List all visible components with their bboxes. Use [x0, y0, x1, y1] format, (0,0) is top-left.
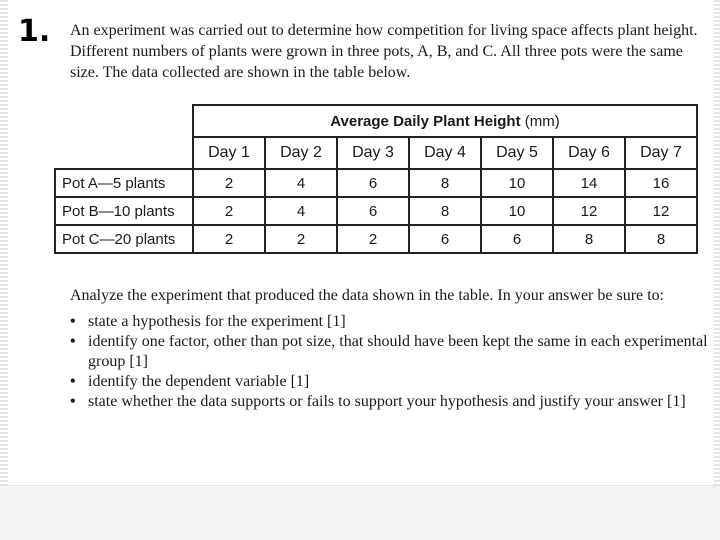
table-row [55, 197, 697, 225]
table-cell: 14 [553, 169, 625, 197]
bullet-icon: • [70, 313, 76, 330]
bullet-text: state a hypothesis for the experiment [1] [88, 313, 346, 330]
list-item [70, 392, 710, 412]
column-header-day-4: Day 4 [409, 137, 481, 169]
table-title [193, 105, 697, 137]
table-cell: 2 [193, 169, 265, 197]
table-row [55, 225, 697, 253]
bullet-icon: • [70, 393, 76, 410]
table-cell: 10 [481, 197, 553, 225]
column-header-day-2: Day 2 [265, 137, 337, 169]
bottom-band [0, 485, 720, 540]
table-row [55, 169, 697, 197]
table-cell: 6 [337, 169, 409, 197]
bullet-text: state whether the data supports or fails to support your hypothesis and justify your answer [1] [88, 393, 686, 410]
table-cell: 4 [265, 169, 337, 197]
bullet-text: identify one factor, other than pot size, that should have been kept the same in each experimental group [1] [88, 333, 708, 370]
table-cell: 8 [553, 225, 625, 253]
plant-height-table [54, 104, 698, 254]
left-scan-edge [0, 0, 8, 540]
table-cell: 6 [409, 225, 481, 253]
column-header-day-5: Day 5 [481, 137, 553, 169]
table-title-text: Average Daily Plant Height [330, 112, 521, 130]
table-cell: 16 [625, 169, 697, 197]
table-title-row [55, 105, 697, 137]
list-item [70, 332, 710, 372]
analysis-bullet-list [70, 312, 710, 412]
table-corner [55, 105, 193, 137]
table-cell: 8 [409, 197, 481, 225]
table-cell: 2 [193, 197, 265, 225]
table-cell: 12 [553, 197, 625, 225]
table-header-row [55, 137, 697, 169]
question-number: 1. [18, 14, 51, 49]
column-header-day-3: Day 3 [337, 137, 409, 169]
analysis-section [70, 286, 710, 412]
intro-text: An experiment was carried out to determine how competition for living space affects plant height. Different numbers of plants were grown in three pots, A, B, and C. All three pots were the same size. The data collected are shown in the table below. [70, 22, 698, 81]
bullet-icon: • [70, 333, 76, 350]
right-scan-edge [714, 0, 720, 540]
row-label-pot-a: Pot A—5 plants [55, 169, 193, 197]
table-cell: 2 [193, 225, 265, 253]
table-cell: 8 [409, 169, 481, 197]
bullet-icon: • [70, 373, 76, 390]
table-cell: 4 [265, 197, 337, 225]
row-label-pot-b: Pot B—10 plants [55, 197, 193, 225]
table-title-unit: (mm) [524, 112, 560, 130]
row-label-pot-c: Pot C—20 plants [55, 225, 193, 253]
table-cell: 8 [625, 225, 697, 253]
column-header-day-7: Day 7 [625, 137, 697, 169]
table-header-corner [55, 137, 193, 169]
bullet-text: identify the dependent variable [1] [88, 373, 310, 390]
column-header-day-6: Day 6 [553, 137, 625, 169]
list-item [70, 372, 710, 392]
table-cell: 2 [265, 225, 337, 253]
column-header-day-1: Day 1 [193, 137, 265, 169]
table-cell: 2 [337, 225, 409, 253]
analysis-prompt: Analyze the experiment that produced the data shown in the table. In your answer be sure to: [70, 287, 665, 304]
table-cell: 12 [625, 197, 697, 225]
list-item [70, 312, 710, 332]
table-cell: 6 [481, 225, 553, 253]
intro-paragraph [70, 20, 710, 83]
table-cell: 10 [481, 169, 553, 197]
table-cell: 6 [337, 197, 409, 225]
